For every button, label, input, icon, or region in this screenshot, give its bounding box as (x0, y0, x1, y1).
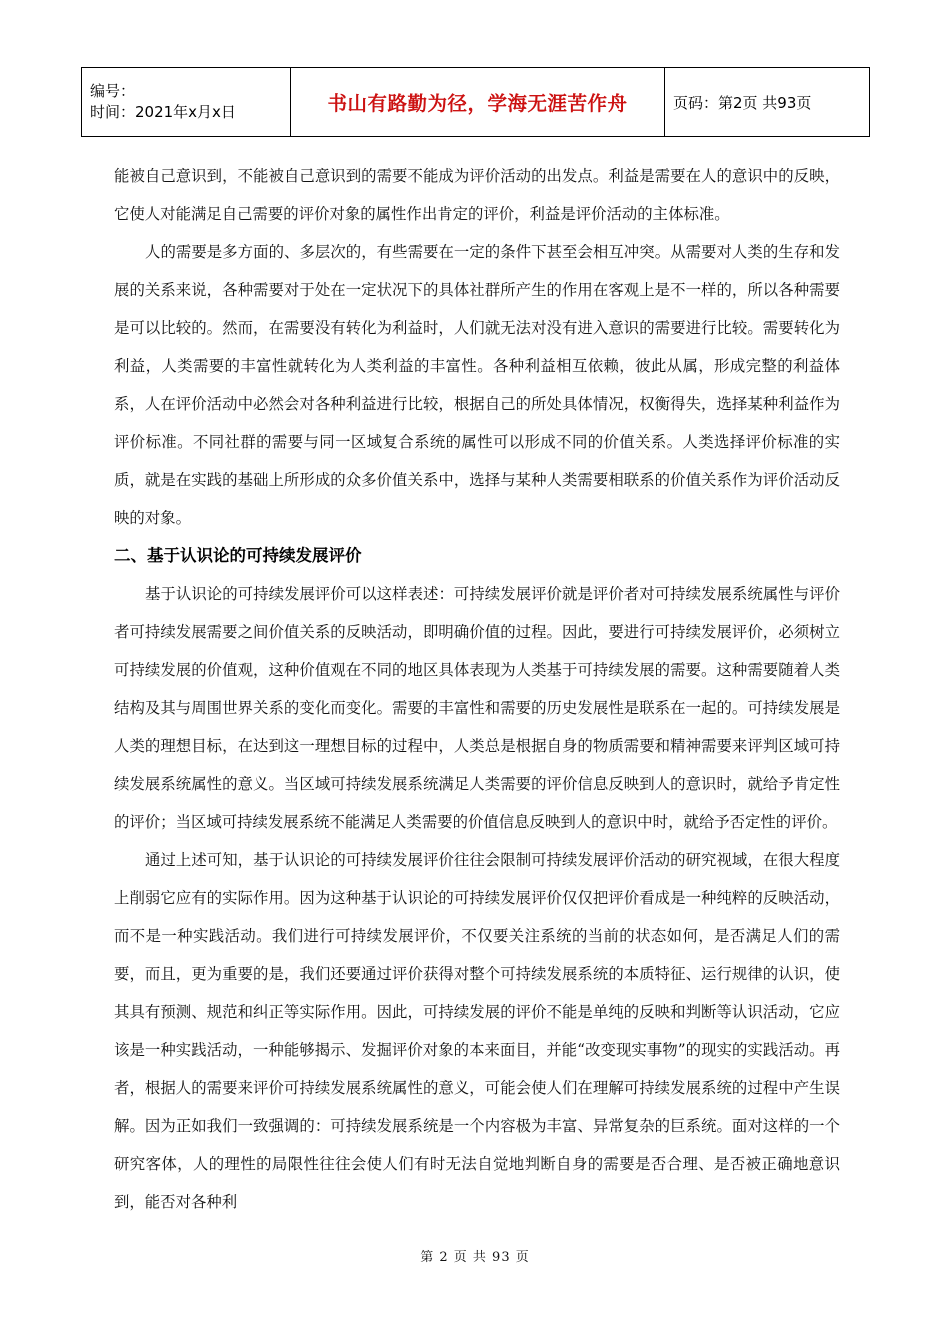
header-page-info: 页码：第2页 共93页 (665, 68, 870, 137)
paragraph-epistemology: 基于认识论的可持续发展评价可以这样表述：可持续发展评价就是评价者对可持续发展系统属性与评价者可持续发展需要之间价值关系的反映活动，即明确价值的过程。因此，要进行可持续发展评价，必须树立可持续发展的价值观，这种价值观在不同的地区具体表现为人类基于可持续发展的需要。这种需要随着人类结构及其与周围世界关系的变化而变化。需要的丰富性和需要的历史发展性是联系在一起的。可持续发展是人类的理想目标，在达到这一理想目标的过程中，人类总是根据自身的物质需要和精神需要来评判区域可持续发展系统属性的意义。当区域可持续发展系统满足人类需要的评价信息反映到人的意识时，就给予肯定性的评价；当区域可持续发展系统不能满足人类需要的价值信息反映到人的意识中时，就给予否定性的评价。 (114, 585, 840, 831)
header-meta-cell (82, 68, 291, 137)
serial-number-label: 编号： (90, 82, 136, 100)
document-header (81, 67, 870, 137)
page-footer: 第 2 页 共 93 页 (420, 1250, 530, 1265)
header-motto: 书山有路勤为径，学海无涯苦作舟 (291, 68, 665, 137)
section-heading: 二、基于认识论的可持续发展评价 (114, 546, 362, 565)
document-body (114, 157, 840, 1221)
date-label: 时间：2021年x月x日 (90, 103, 236, 121)
paragraph-continuation: 能被自己意识到，不能被自己意识到的需要不能成为评价活动的出发点。利益是需要在人的意识中的反映，它使人对能满足自己需要的评价对象的属性作出肯定的评价，利益是评价活动的主体标准。 (114, 167, 840, 223)
paragraph-needs: 人的需要是多方面的、多层次的，有些需要在一定的条件下甚至会相互冲突。从需要对人类的生存和发展的关系来说，各种需要对于处在一定状况下的具体社群所产生的作用在客观上是不一样的，所以各种需要是可以比较的。然而，在需要没有转化为利益时，人们就无法对没有进入意识的需要进行比较。需要转化为利益，人类需要的丰富性就转化为人类利益的丰富性。各种利益相互依赖，彼此从属，形成完整的利益体系，人在评价活动中必然会对各种利益进行比较，根据自己的所处具体情况，权衡得失，选择某种利益作为评价标准。不同社群的需要与同一区域复合系统的属性可以形成不同的价值关系。人类选择评价标准的实质，就是在实践的基础上所形成的众多价值关系中，选择与某种人类需要相联系的价值关系作为评价活动反映的对象。 (114, 243, 840, 527)
paragraph-limitations: 通过上述可知，基于认识论的可持续发展评价往往会限制可持续发展评价活动的研究视域，在很大程度上削弱它应有的实际作用。因为这种基于认识论的可持续发展评价仅仅把评价看成是一种纯粹的反映活动，而不是一种实践活动。我们进行可持续发展评价，不仅要关注系统的当前的状态如何，是否满足人们的需要，而且，更为重要的是，我们还要通过评价获得对整个可持续发展系统的本质特征、运行规律的认识，使其具有预测、规范和纠正等实际作用。因此，可持续发展的评价不能是单纯的反映和判断等认识活动，它应该是一种实践活动，一种能够揭示、发掘评价对象的本来面目，并能“改变现实事物”的现实的实践活动。再者，根据人的需要来评价可持续发展系统属性的意义，可能会使人们在理解可持续发展系统的过程中产生误解。因为正如我们一致强调的：可持续发展系统是一个内容极为丰富、异常复杂的巨系统。面对这样的一个研究客体，人的理性的局限性往往会使人们有时无法自觉地判断自身的需要是否合理、是否被正确地意识到，能否对各种利 (114, 851, 840, 1211)
